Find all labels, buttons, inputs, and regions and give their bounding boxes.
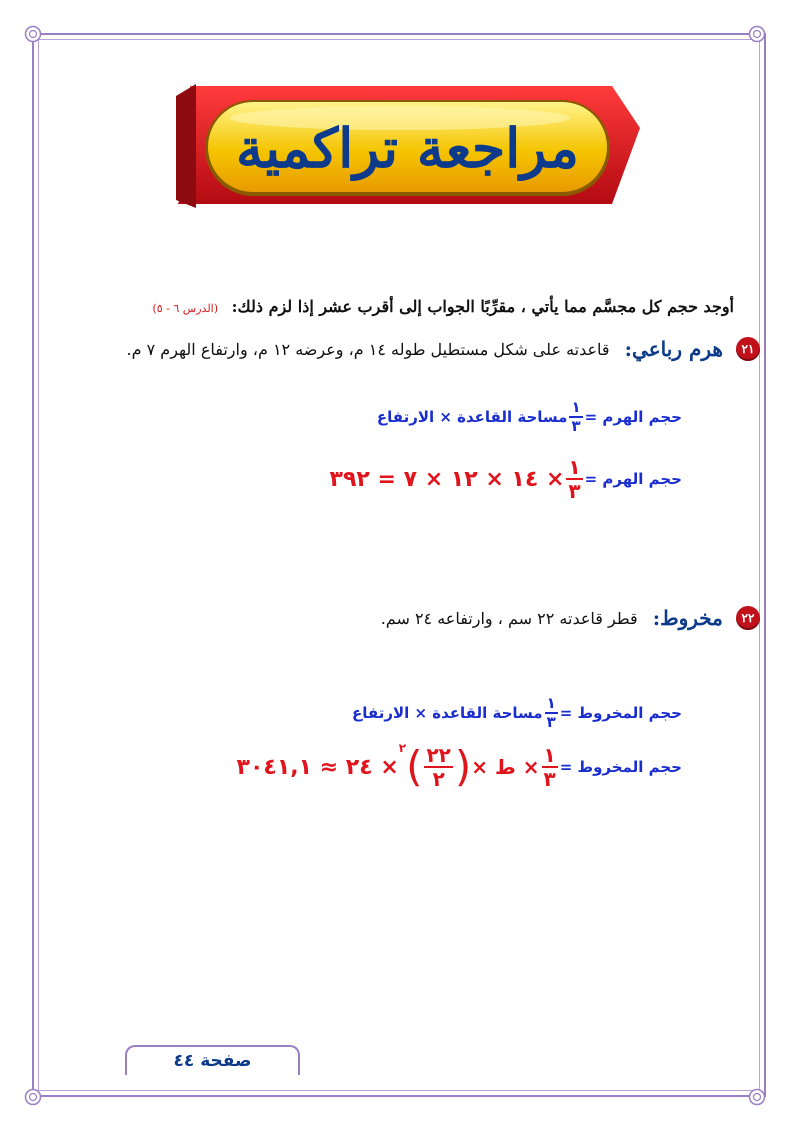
pyramid-formula — [377, 400, 682, 434]
exponent: ٢ — [398, 741, 407, 755]
corner-ornament-icon — [748, 1088, 766, 1106]
problem-name: هرم رباعي: — [624, 337, 723, 361]
formula-lhs: حجم الهرم = — [584, 408, 682, 426]
calc-lhs: حجم المخروط = — [559, 758, 682, 776]
fraction-one-third: $\frac{١}{٣}$ — [571, 398, 581, 435]
problem-number-badge: ٢١ — [736, 337, 760, 361]
fraction-diameter-half: $\frac{٢٢}{٢}$ — [426, 743, 451, 791]
cone-calculation — [236, 741, 682, 791]
fraction-one-third: $\frac{١}{٣}$ — [568, 455, 581, 503]
calc-rhs: × ١٤ × ١٢ × ٧ = ٣٩٢ — [329, 466, 565, 492]
problem-name: مخروط: — [652, 606, 723, 630]
cone-formula — [352, 696, 682, 730]
problem-number-badge: ٢٢ — [736, 606, 760, 630]
formula-rhs: مساحة القاعدة × الارتفاع — [376, 408, 568, 426]
problem-22 — [40, 606, 760, 630]
problem-text: قطر قاعدته ٢٢ سم ، وارتفاعه ٢٤ سم. — [380, 608, 638, 628]
formula-rhs: مساحة القاعدة × الارتفاع — [352, 704, 543, 722]
open-paren: ( — [454, 742, 472, 791]
problem-21 — [40, 337, 760, 361]
fraction-one-third: $\frac{١}{٣}$ — [546, 694, 556, 731]
formula-lhs: حجم المخروط = — [559, 704, 682, 722]
title-banner — [0, 0, 800, 260]
problem-text: قاعدته على شكل مستطيل طوله ١٤ م، وعرضه ١٢ م، وارتفاع الهرم ٧ م. — [126, 339, 610, 359]
pyramid-calculation — [330, 457, 682, 501]
corner-ornament-icon — [24, 1088, 42, 1106]
page-number: صفحة ٤٤ — [125, 1045, 300, 1075]
fraction-one-third: $\frac{١}{٣}$ — [543, 743, 556, 791]
calc-pi: × ط × — [471, 755, 540, 779]
instruction — [54, 297, 734, 316]
page-title: مراجعة تراكمية — [236, 116, 579, 180]
calc-lhs: حجم الهرم = — [584, 470, 682, 488]
close-paren: ) — [406, 742, 423, 791]
lesson-reference: (الدرس ٦ - ٥) — [152, 302, 219, 315]
calc-tail: × ٢٤ ≈ ٣٠٤١,١ — [236, 754, 399, 780]
instruction-text: أوجد حجم كل مجسَّم مما يأتي ، مقرِّبًا الجواب إلى أقرب عشر إذا لزم ذلك: — [231, 297, 734, 316]
